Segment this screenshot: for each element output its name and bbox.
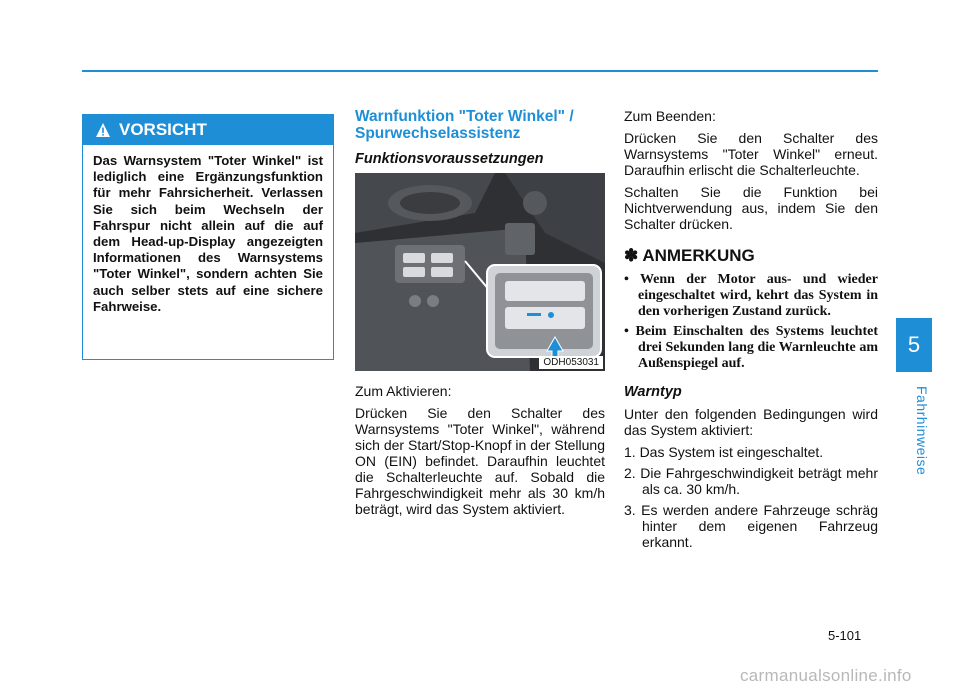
section-title: Warnfunktion "Toter Winkel" / Spurwechselassistenz bbox=[355, 108, 574, 142]
note-list bbox=[624, 272, 878, 372]
note-item: • Wenn der Motor aus- und wieder eingeschaltet wird, kehrt das System in den vorherigen Zustand zurück. bbox=[624, 272, 878, 319]
condition-item: 2. Die Fahrgeschwindigkeit beträgt mehr als ca. 30 km/h. bbox=[624, 465, 878, 497]
conditions-list bbox=[624, 444, 878, 550]
right-column bbox=[624, 108, 878, 555]
dashboard-illustration bbox=[355, 173, 605, 371]
top-rule bbox=[82, 70, 878, 72]
condition-item: 3. Es werden andere Fahrzeuge schräg hinter dem eigenen Fahrzeug erkannt. bbox=[624, 502, 878, 550]
condition-item: 1. Das System ist eingeschaltet. bbox=[624, 444, 824, 460]
end-text: Drücken Sie den Schalter des Warnsystems "Toter Winkel" erneut. Daraufhin erlischt die Schalterleuchte. bbox=[624, 130, 878, 178]
watermark: carmanualsonline.info bbox=[740, 666, 912, 685]
figure-code: ODH053031 bbox=[539, 356, 603, 369]
off-text: Schalten Sie die Funktion bei Nichtverwendung aus, indem Sie den Schalter drücken. bbox=[624, 184, 878, 232]
caution-text: Das Warnsystem "Toter Winkel" ist lediglich eine Ergänzungsfunktion für mehr Fahrsicherheit. Verlassen Sie sich beim Wechseln der Fahrspur nicht allein auf die auf dem Head-up-Display angezeigten Informationen des Warnsystems "Toter Winkel", sondern achten Sie auch selber stets auf eine sichere Fahrweise. bbox=[93, 153, 323, 314]
end-label: Zum Beenden: bbox=[624, 108, 716, 124]
warning-intro: Unter den folgenden Bedingungen wird das System aktiviert: bbox=[624, 406, 878, 438]
note-title: ✽ ANMERKUNG bbox=[624, 246, 755, 265]
subsection-title: Funktionsvoraussetzungen bbox=[355, 151, 544, 167]
dashboard-switch-figure bbox=[355, 173, 605, 371]
activate-text: Drücken Sie den Schalter des Warnsystems "Toter Winkel", während sich der Start/Stop-Knopf in der Stellung ON (EIN) befindet. Daraufhin leuchtet die Schalterleuchte auf. Sobald die Fahrgeschwindigkeit mehr als 30 km/h beträgt, wird das System aktiviert. bbox=[355, 405, 605, 517]
chapter-title: Fahrhinweise bbox=[914, 386, 930, 476]
chapter-number-tab: 5 bbox=[896, 318, 932, 372]
caution-heading: VORSICHT bbox=[119, 120, 207, 139]
middle-column bbox=[355, 108, 605, 523]
caution-box bbox=[82, 114, 334, 360]
warning-triangle-icon bbox=[95, 122, 111, 138]
note-item: • Beim Einschalten des Systems leuchtet drei Sekunden lang die Warnleuchte am Außenspiegel auf. bbox=[624, 324, 878, 371]
page-number: 5-101 bbox=[828, 628, 862, 643]
activate-label: Zum Aktivieren: bbox=[355, 383, 452, 399]
warning-type-title: Warntyp bbox=[624, 384, 682, 400]
caution-header bbox=[83, 115, 333, 145]
